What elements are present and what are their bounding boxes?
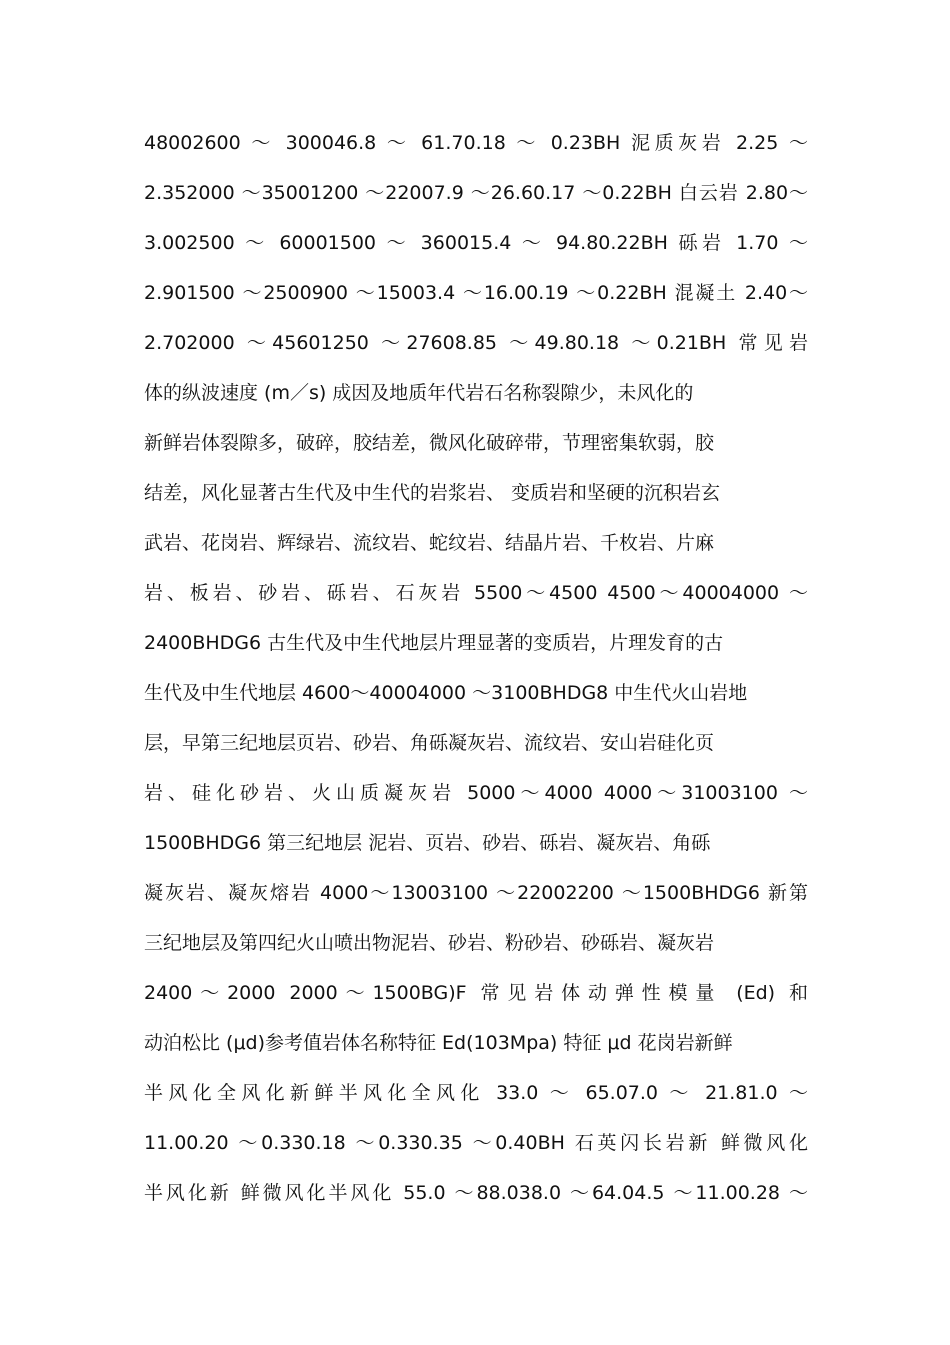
text-line: 层，早第三纪地层页岩、砂岩、角砾凝灰岩、流纹岩、安山岩硅化页	[144, 732, 715, 754]
text-line: 生代及中生代地层 4600～40004000 ～3100BHDG8 中生代火山岩地	[144, 682, 748, 704]
text-line: 凝灰岩、凝灰熔岩 4000～13003100 ～22002200 ～1500BHDG6 新第	[144, 882, 808, 904]
text-line: 半风化全风化新鲜半风化全风化 33.0 ～ 65.07.0 ～ 21.81.0 ～	[144, 1082, 808, 1104]
text-line: 半风化新 鲜微风化半风化 55.0 ～88.038.0 ～64.04.5 ～11.00.28 ～	[144, 1182, 808, 1204]
text-line: 3.002500 ～ 60001500 ～ 360015.4 ～ 94.80.22BH 砾岩 1.70 ～	[144, 232, 808, 254]
text-line: 1500BHDG6 第三纪地层 泥岩、页岩、砂岩、砾岩、凝灰岩、角砾	[144, 832, 711, 854]
text-line: 结差，风化显著古生代及中生代的岩浆岩、 变质岩和坚硬的沉积岩玄	[144, 482, 721, 504]
text-line: 2400BHDG6 古生代及中生代地层片理显著的变质岩，片理发育的古	[144, 632, 724, 654]
text-line: 新鲜岩体裂隙多，破碎，胶结差，微风化破碎带，节理密集软弱，胶	[144, 432, 715, 454]
text-line: 2.352000 ～35001200 ～22007.9 ～26.60.17 ～0.22BH 白云岩 2.80～	[144, 182, 808, 204]
text-line: 岩、硅化砂岩、火山质凝灰岩 5000～4000 4000～31003100 ～	[144, 782, 808, 804]
text-line: 11.00.20 ～0.330.18 ～0.330.35 ～0.40BH 石英闪长岩新 鲜微风化	[144, 1132, 808, 1154]
text-line: 动泊松比 (μd)参考值岩体名称特征 Ed(103Mpa) 特征 μd 花岗岩新鲜	[144, 1032, 733, 1054]
text-line: 岩、板岩、砂岩、砾岩、石灰岩 5500～4500 4500～40004000 ～	[144, 582, 808, 604]
text-line: 武岩、花岗岩、辉绿岩、流纹岩、蛇纹岩、结晶片岩、千枚岩、片麻	[144, 532, 715, 554]
document-body	[144, 124, 808, 1224]
text-line: 2.702000 ～45601250 ～27608.85 ～49.80.18 ～0.21BH 常见岩	[144, 332, 808, 354]
text-line: 48002600 ～ 300046.8 ～ 61.70.18 ～ 0.23BH 泥质灰岩 2.25 ～	[144, 132, 808, 154]
text-line: 体的纵波速度 (m／s) 成因及地质年代岩石名称裂隙少，未风化的	[144, 382, 694, 404]
text-line: 2400～2000 2000～1500BG)F 常见岩体动弹性模量 (Ed) 和	[144, 982, 808, 1004]
text-line: 三纪地层及第四纪火山喷出物泥岩、砂岩、粉砂岩、砂砾岩、凝灰岩	[144, 932, 715, 954]
text-line: 2.901500 ～2500900 ～15003.4 ～16.00.19 ～0.22BH 混凝土 2.40～	[144, 282, 808, 304]
